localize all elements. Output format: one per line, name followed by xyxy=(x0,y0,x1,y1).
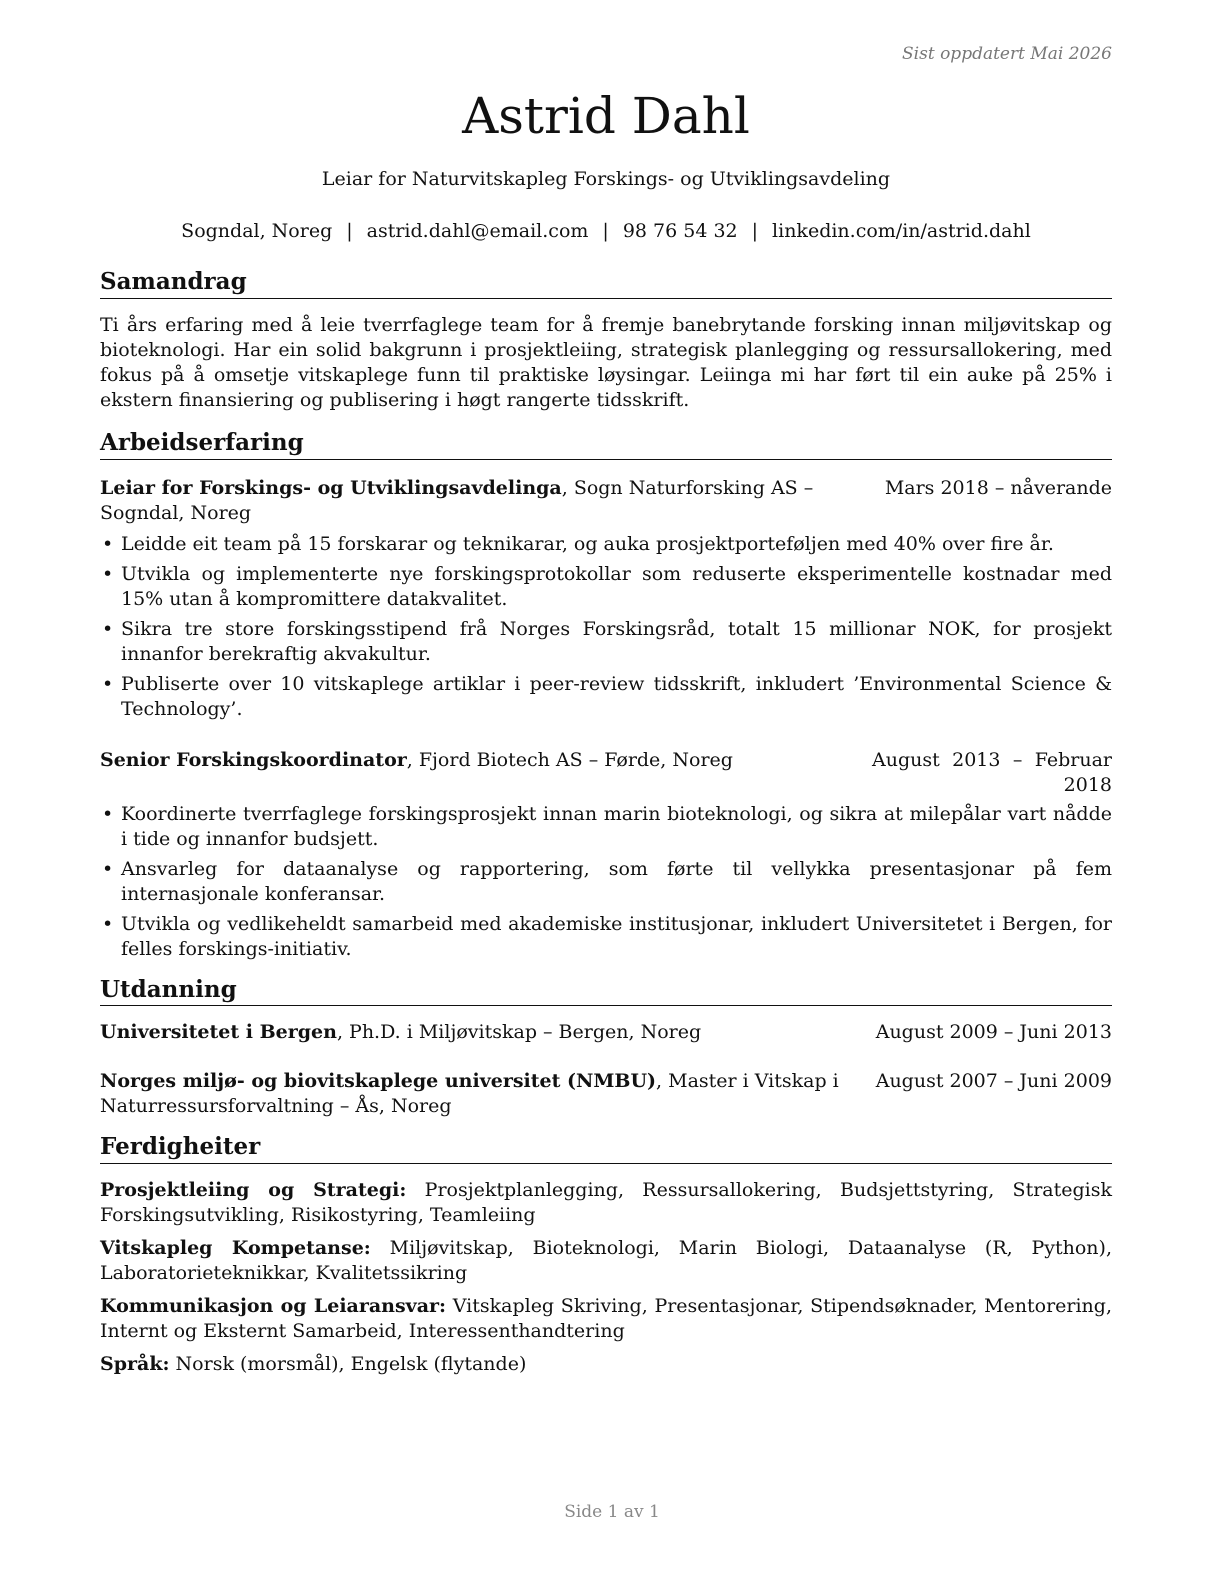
page-footer: Side 1 av 1 xyxy=(564,1502,660,1522)
contact-location: Sogndal, Noreg xyxy=(181,220,333,242)
skill-row xyxy=(100,1236,1112,1286)
skill-label: Kommunikasjon og Leiaransvar: xyxy=(100,1295,447,1317)
education-school: Universitetet i Bergen xyxy=(100,1021,337,1044)
job-bullet: • Publiserte over 10 vitskaplege artiklar i peer-review tidsskrift, inkludert ’Environmental Science & Technology’. xyxy=(100,672,1112,722)
skill-value: Norsk (morsmål), Engelsk (flytande) xyxy=(169,1353,527,1375)
contact-line xyxy=(100,220,1112,242)
job-bullet: • Leidde eit team på 15 forskarar og teknikarar, og auka prosjektporteføljen med 40% over fire år. xyxy=(100,532,1112,557)
job-bullet: • Utvikla og vedlikeheldt samarbeid med akademiske institusjonar, inkludert Universitetet i Bergen, for felles forskings-initiativ. xyxy=(100,912,1112,962)
job-dates: August 2013 – Februar 2018 xyxy=(872,748,1112,796)
job-role: Senior Forskingskoordinator xyxy=(100,748,407,771)
job-entry xyxy=(100,476,1112,722)
job-header xyxy=(100,476,1112,526)
job-entry xyxy=(100,748,1112,962)
education-dates: August 2007 – Juni 2009 xyxy=(875,1070,1112,1093)
contact-separator: | xyxy=(751,220,759,242)
contact-email[interactable]: astrid.dahl@email.com xyxy=(366,220,589,242)
skill-value: Miljøvitskap, Bioteknologi, Marin Biologi, Dataanalyse (R, Python), Laboratorieteknikkar, Kvalitetssikring xyxy=(100,1237,1112,1284)
resume-body xyxy=(100,268,1112,1377)
job-bullet: • Ansvarleg for dataanalyse og rapportering, som førte til vellykka presentasjonar på fem internasjonale konferansar. xyxy=(100,857,1112,907)
last-updated: Sist oppdatert Mai 2026 xyxy=(902,44,1112,64)
education-school: Norges miljø- og biovitskaplege universitet (NMBU) xyxy=(100,1070,657,1093)
education-detail: , Ph.D. i Miljøvitskap – Bergen, Noreg xyxy=(336,1021,702,1044)
education-entry xyxy=(100,1069,1112,1119)
education-dates: August 2009 – Juni 2013 xyxy=(875,1021,1112,1044)
education-detail: , Master i Vitskap i Naturressursforvaltning – Ås, Noreg xyxy=(100,1070,839,1118)
skill-value: Vitskapleg Skriving, Presentasjonar, Stipendsøknader, Mentorering, Internt og Eksternt Samarbeid, Interessenthandtering xyxy=(100,1295,1113,1342)
contact-linkedin[interactable]: linkedin.com/in/astrid.dahl xyxy=(772,220,1031,242)
job-bullet: • Utvikla og implementerte nye forskingsprotokollar som reduserte eksperimentelle kostnadar med 15% utan å kompromittere datakvalitet. xyxy=(100,562,1112,612)
job-org: , Sogn Naturforsking AS – Sogndal, Noreg xyxy=(100,476,814,524)
candidate-headline: Leiar for Naturvitskapleg Forskings- og Utviklingsavdeling xyxy=(321,168,891,190)
skill-row xyxy=(100,1352,1112,1377)
skills-heading: Ferdigheiter xyxy=(100,1133,1112,1164)
job-bullet: • Sikra tre store forskingsstipend frå Norges Forskingsråd, totalt 15 millionar NOK, for prosjekt innanfor berekraftig akvakultur. xyxy=(100,617,1112,667)
contact-phone: 98 76 54 32 xyxy=(622,220,738,242)
job-bullets xyxy=(100,802,1112,962)
job-bullet: • Koordinerte tverrfaglege forskingsprosjekt innan marin bioteknologi, og sikra at milepålar vart nådde i tide og innanfor budsjett. xyxy=(100,802,1112,852)
contact-separator: | xyxy=(602,220,609,242)
summary-text: Ti års erfaring med å leie tverrfaglege team for å fremje banebrytande forsking innan miljøvitskap og bioteknologi. Har ein solid bakgrunn i prosjektleiing, strategisk planlegging og ressursallokering, med fokus på å omsetje vitskaplege funn til praktiske løysingar. Leiinga mi har ført til ein auke på 25% i ekstern finansiering og publisering i høgt rangerte tidsskrift. xyxy=(100,313,1112,411)
job-dates: Mars 2018 – nåverande xyxy=(884,476,1112,499)
skill-row xyxy=(100,1294,1112,1344)
summary-heading: Samandrag xyxy=(100,268,1112,299)
job-role: Leiar for Forskings- og Utviklingsavdelinga xyxy=(100,476,562,499)
skill-value: Prosjektplanlegging, Ressursallokering, Budsjettstyring, Strategisk Forskingsutvikling, Risikostyring, Teamleiing xyxy=(100,1179,1112,1226)
job-bullets xyxy=(100,532,1112,722)
education-heading: Utdanning xyxy=(100,976,1112,1007)
skills-list xyxy=(100,1178,1112,1377)
education-entry xyxy=(100,1020,1112,1045)
skill-row xyxy=(100,1178,1112,1228)
experience-heading: Arbeidserfaring xyxy=(100,429,1112,460)
skill-label: Språk: xyxy=(100,1353,170,1375)
contact-separator: | xyxy=(346,220,353,242)
job-header xyxy=(100,748,1112,798)
job-org: , Fjord Biotech AS – Førde, Noreg xyxy=(406,748,733,771)
candidate-name: Astrid Dahl xyxy=(462,87,750,145)
skill-label: Vitskapleg Kompetanse: xyxy=(100,1237,371,1259)
skill-label: Prosjektleiing og Strategi: xyxy=(100,1179,407,1201)
